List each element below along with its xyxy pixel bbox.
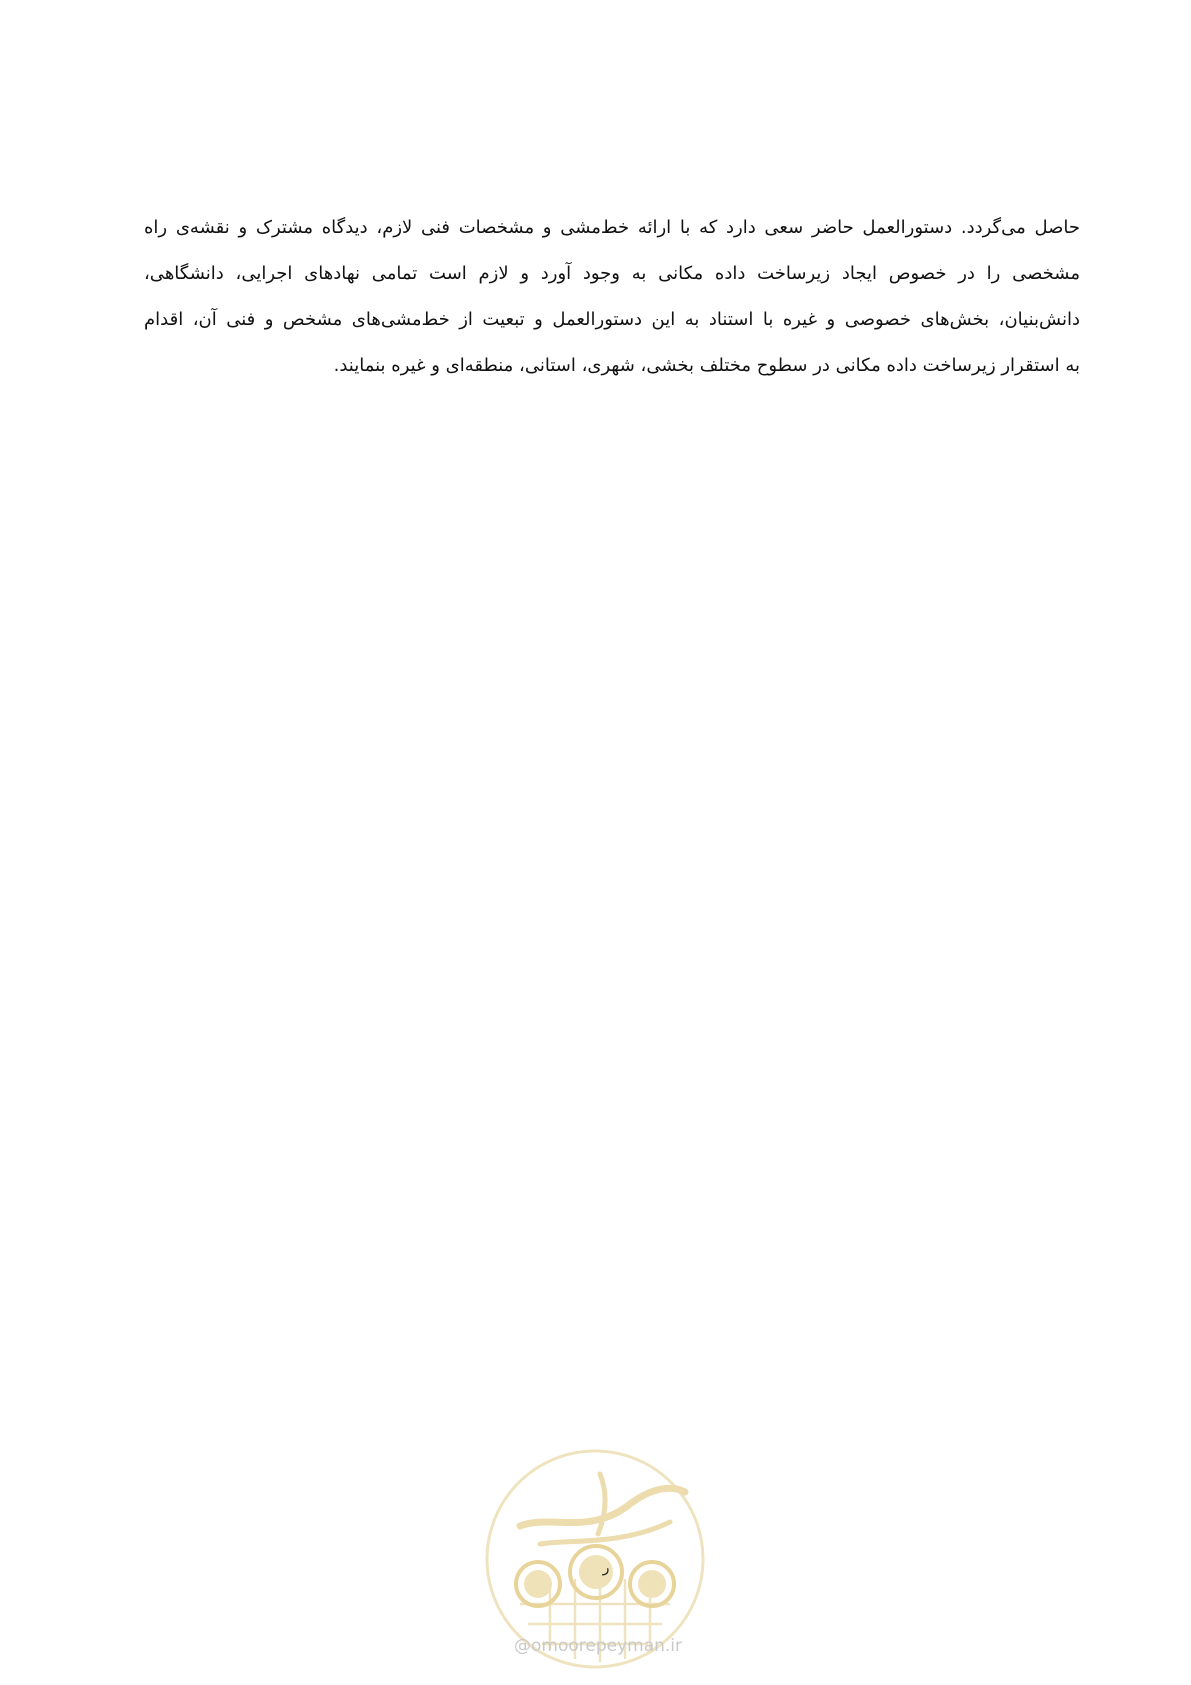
paragraph-line: به استقرار زیرساخت داده مکانی در سطوح مختلف بخشی، شهری، استانی، منطقه‌ای و غیره بنمایند. (333, 355, 1080, 376)
paragraph-line: حاصل می‌گردد. دستورالعمل حاضر سعی دارد که با ارائه خط‌مشی و مشخصات فنی لازم، دیدگاه مشترک و نقشه‌ی راه (144, 217, 1080, 238)
watermark-site-label: @omoorepeyman.ir (513, 1636, 683, 1656)
body-paragraph (144, 216, 1080, 400)
paragraph-line: مشخصی را در خصوص ایجاد زیرساخت داده مکانی به وجود آورد و لازم است تمامی نهادهای اجرایی، دانشگاهی، (144, 263, 1080, 284)
paragraph-line: دانش‌بنیان، بخش‌های خصوصی و غیره با استناد به این دستورالعمل و تبعیت از خط‌مشی‌های مشخص و فنی آن، اقدام (144, 309, 1080, 330)
page-number: ر (602, 1560, 610, 1576)
